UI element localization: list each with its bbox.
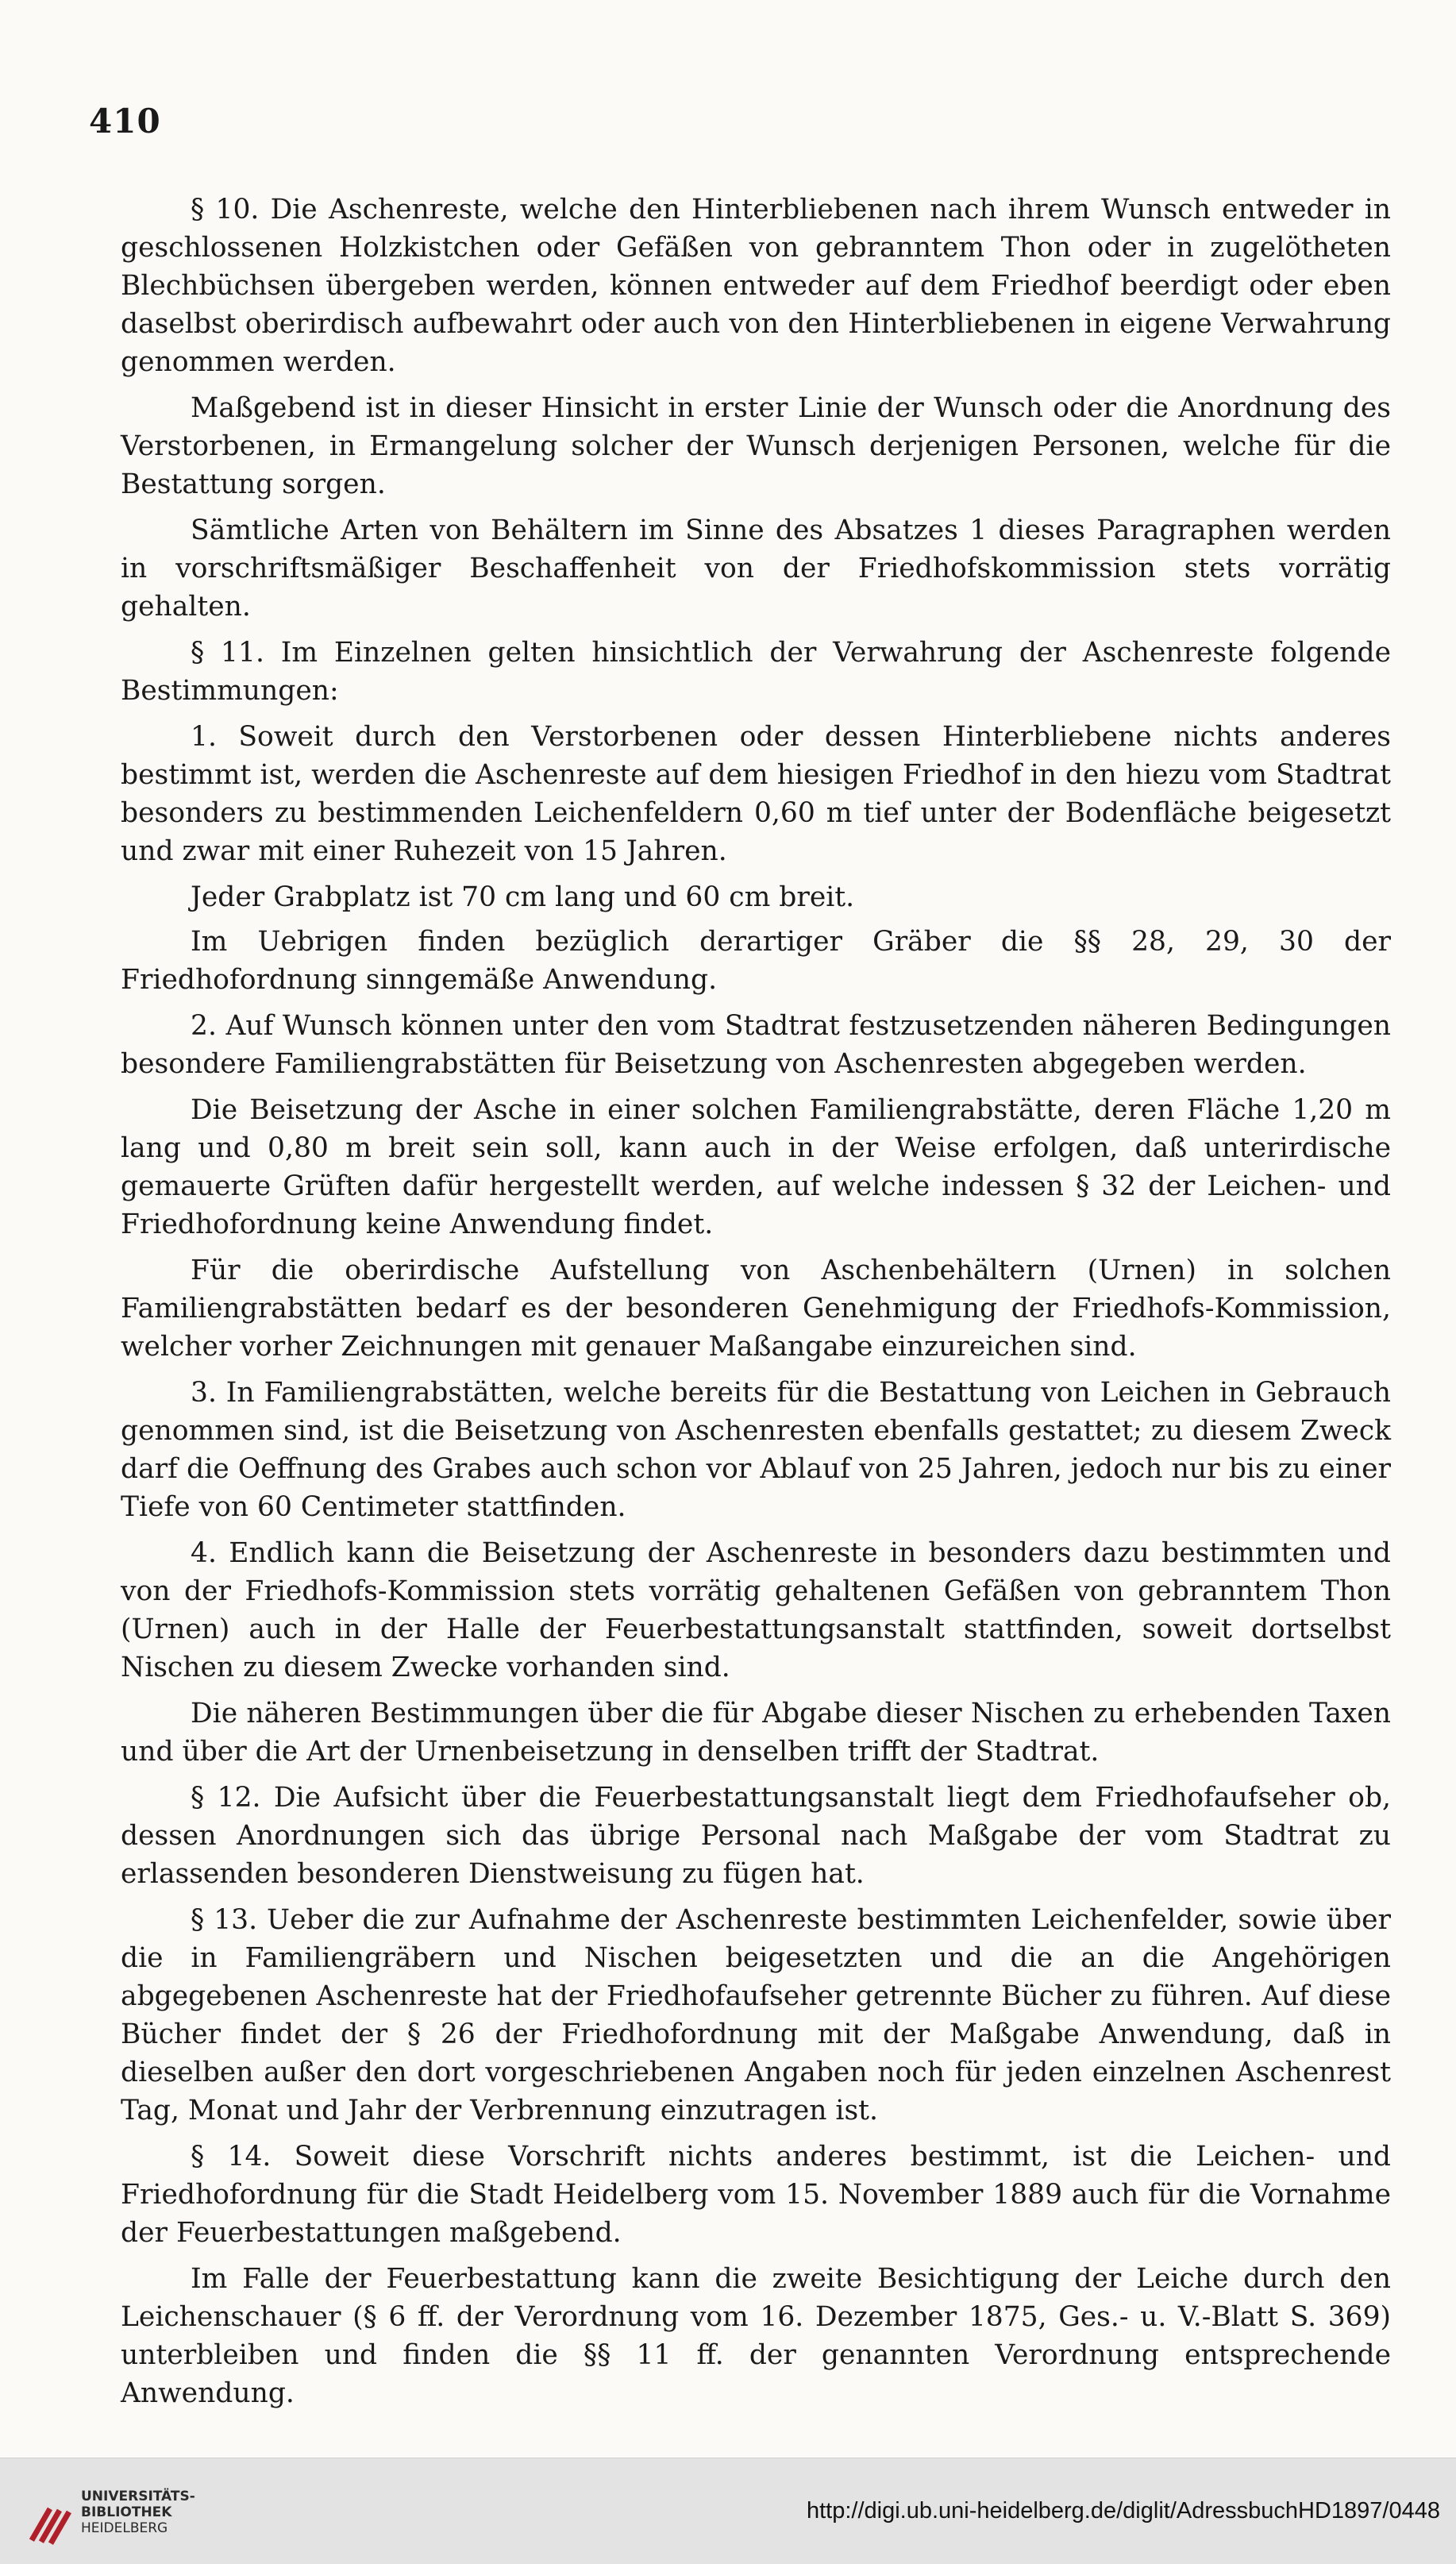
body-text [121, 191, 1391, 2420]
paragraph: Die Beisetzung der Asche in einer solchen Familiengrabstätte, deren Fläche 1,20 m lang und 0,80 m breit sein soll, kann auch in der Weise erfolgen, daß unterirdische gemauerte Grüften dafür hergestellt werden, auf welche indessen § 32 der Leichen- und Friedhofordnung keine Anwendung findet. [121, 1094, 1391, 1240]
viewer-footer [0, 2458, 1456, 2564]
library-line-3: HEIDELBERG [81, 2520, 168, 2536]
ub-heidelberg-logo-icon [16, 2474, 91, 2550]
permalink-url[interactable]: http://digi.ub.uni-heidelberg.de/diglit/AdressbuchHD1897/0448 [806, 2498, 1440, 2524]
library-line-2: BIBLIOTHEK [81, 2504, 172, 2520]
paragraph: Die näheren Bestimmungen über die für Abgabe dieser Nischen zu erhebenden Taxen und über die Art der Urnenbeisetzung in denselben trifft der Stadtrat. [121, 1698, 1391, 1768]
list-item-4: 4. Endlich kann die Beisetzung der Aschenreste in besonders dazu bestimmten und von der Friedhofs-Kommission stets vorrätig gehaltenen Gefäßen von gebranntem Thon (Urnen) auch in der Halle der Feuerbestattungsanstalt stattfinden, soweit dortselbst Nischen zu diesem Zwecke vorhanden sind. [121, 1537, 1391, 1683]
library-name [81, 2489, 195, 2536]
paragraph: Sämtliche Arten von Behältern im Sinne des Absatzes 1 dieses Paragraphen werden in vorschriftsmäßiger Beschaffenheit von der Friedhofskommission stets vorrätig gehalten. [121, 515, 1391, 623]
paragraph: Für die oberirdische Aufstellung von Aschenbehältern (Urnen) in solchen Familiengrabstätten bedarf es der besonderen Genehmigung der Friedhofs-Kommission, welcher vorher Zeichnungen mit genauer Maßangabe einzureichen sind. [121, 1255, 1391, 1363]
library-line-1: UNIVERSITÄTS- [81, 2489, 195, 2504]
paragraph: Maßgebend ist in dieser Hinsicht in erster Linie der Wunsch oder die Anordnung des Verstorbenen, in Ermangelung solcher der Wunsch derjenigen Personen, welche für die Bestattung sorgen. [121, 392, 1391, 500]
paragraph: Im Uebrigen finden bezüglich derartiger Gräber die §§ 28, 29, 30 der Friedhofordnung sinngemäße Anwendung. [121, 926, 1391, 996]
paragraph-s13: § 13. Ueber die zur Aufnahme der Aschenreste bestimmten Leichenfelder, sowie über die in Familiengräbern und Nischen beigesetzten und die an die Angehörigen abgegebenen Aschenreste hat der Friedhofaufseher getrennte Bücher zu führen. Auf diese Bücher findet der § 26 der Friedhofordnung mit der Maßgabe Anwendung, daß in dieselben außer den dort vorgeschriebenen Angaben noch für jeden einzelnen Aschenrest Tag, Monat und Jahr der Verbrennung einzutragen ist. [121, 1904, 1391, 2126]
paragraph-s12: § 12. Die Aufsicht über die Feuerbestattungsanstalt liegt dem Friedhofaufseher ob, dessen Anordnungen sich das übrige Personal nach Maßgabe der vom Stadtrat zu erlassenden besonderen Dienstweisung zu fügen hat. [121, 1782, 1391, 1890]
list-item-3: 3. In Familiengrabstätten, welche bereits für die Bestattung von Leichen in Gebrauch genommen sind, ist die Beisetzung von Aschenresten ebenfalls gestattet; zu diesem Zweck darf die Oeffnung des Grabes auch schon vor Ablauf von 25 Jahren, jedoch nur bis zu einer Tiefe von 60 Centimeter stattfinden. [121, 1377, 1391, 1523]
paragraph-s11: § 11. Im Einzelnen gelten hinsichtlich der Verwahrung der Aschenreste folgende Bestimmungen: [121, 637, 1391, 707]
list-item-2: 2. Auf Wunsch können unter den vom Stadtrat festzusetzenden näheren Bedingungen besondere Familiengrabstätten für Beisetzung von Aschenresten abgegeben werden. [121, 1010, 1391, 1080]
paragraph-s14: § 14. Soweit diese Vorschrift nichts anderes bestimmt, ist die Leichen- und Friedhofordnung für die Stadt Heidelberg vom 15. November 1889 auch für die Vornahme der Feuerbestattungen maßgebend. [121, 2141, 1391, 2249]
list-item-1: 1. Soweit durch den Verstorbenen oder dessen Hinterbliebene nichts anderes bestimmt ist, werden die Aschenreste auf dem hiesigen Friedhof in den hiezu vom Stadtrat besonders zu bestimmenden Leichenfeldern 0,60 m tief unter der Bodenfläche beigesetzt und zwar mit einer Ruhezeit von 15 Jahren. [121, 721, 1391, 867]
page-number: 410 [89, 102, 161, 141]
paragraph: Im Falle der Feuerbestattung kann die zweite Besichtigung der Leiche durch den Leichenschauer (§ 6 ff. der Verordnung vom 16. Dezember 1875, Ges.- u. V.-Blatt S. 369) unterbleiben und finden die §§ 11 ff. der genannten Verordnung entsprechende Anwendung. [121, 2263, 1391, 2409]
paragraph-s10: § 10. Die Aschenreste, welche den Hinterbliebenen nach ihrem Wunsch entweder in geschlossenen Holzkistchen oder Gefäßen von gebranntem Thon oder in zugelötheten Blechbüchsen übergeben werden, können entweder auf dem Friedhof beerdigt oder eben daselbst oberirdisch aufbewahrt oder auch von den Hinterbliebenen in eigene Verwahrung genommen werden. [121, 194, 1391, 378]
paragraph: Jeder Grabplatz ist 70 cm lang und 60 cm breit. [191, 881, 855, 913]
